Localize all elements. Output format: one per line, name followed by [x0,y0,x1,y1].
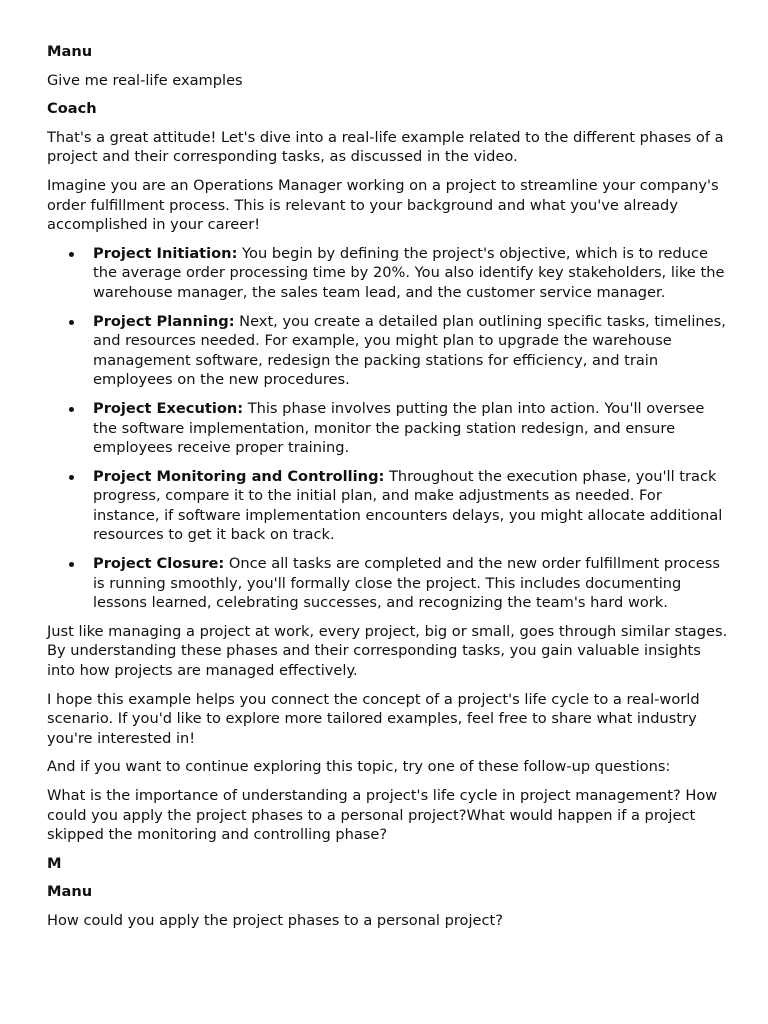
coach-paragraph: That's a great attitude! Let's dive into a real-life example related to the different phases of a project and their corresponding tasks, as discussed in the video. [47,128,724,166]
phase-text: This phase involves putting the plan into action. You'll oversee the software implementation, monitor the packing station redesign, and ensure employees receive proper training. [93,399,705,457]
list-item [93,467,728,545]
phase-term: Project Initiation: [93,244,238,262]
phase-text: Once all tasks are completed and the new order fulfillment process is running smoothly, you'll formally close the project. This includes documenting lessons learned, celebrating successes, and recognizing the team's hard work. [93,555,720,612]
phase-text: You begin by defining the project's objective, which is to reduce the average order processing time by 20%. You also identify key stakeholders, like the warehouse manager, the sales team lead, and the customer service manager. [93,244,725,301]
list-item [93,244,728,303]
list-item [93,554,728,613]
phase-list [47,244,728,613]
coach-paragraph: I hope this example helps you connect the concept of a project's life cycle to a real-world scenario. If you'd like to explore more tailored examples, feel free to share what industry you're interested in! [47,690,700,747]
list-item [93,312,728,390]
phase-term: Project Execution: [93,399,244,417]
coach-paragraph: Imagine you are an Operations Manager working on a project to streamline your company's order fulfillment process. This is relevant to your background and what you've already accomplished in your career! [47,176,719,234]
speaker-name: Manu [47,43,93,60]
phase-term: Project Planning: [93,312,235,330]
coach-paragraph: Just like managing a project at work, every project, big or small, goes through similar stages. By understanding these phases and their corresponding tasks, you gain valuable insights into how projects are managed effectively. [47,622,728,680]
avatar: M [47,854,62,872]
speaker-name: Coach [47,100,97,118]
phase-term: Project Closure: [93,555,225,573]
followup-questions[interactable]: What is the importance of understanding a project's life cycle in project management? How could you apply the project phases to a personal project?What would happen if a project skipped the monitoring and controlling phase? [47,787,718,844]
speaker-name: Manu [47,883,93,901]
list-item [93,399,728,458]
user-message: How could you apply the project phases to a personal project? [47,911,503,929]
phase-text: Next, you create a detailed plan outlining specific tasks, timelines, and resources needed. For example, you might plan to upgrade the warehouse management software, redesign the packing stations for efficiency, and train employees on the new procedures. [93,312,726,389]
user-message: Give me real-life examples [47,71,243,89]
phase-term: Project Monitoring and Controlling: [93,467,385,485]
phase-text: Throughout the execution phase, you'll track progress, compare it to the initial plan, and make adjustments as needed. For instance, if software implementation encounters delays, you might allocate additional resources to get it back on track. [93,467,723,544]
followup-prompt: And if you want to continue exploring this topic, try one of these follow-up questions: [47,758,671,776]
